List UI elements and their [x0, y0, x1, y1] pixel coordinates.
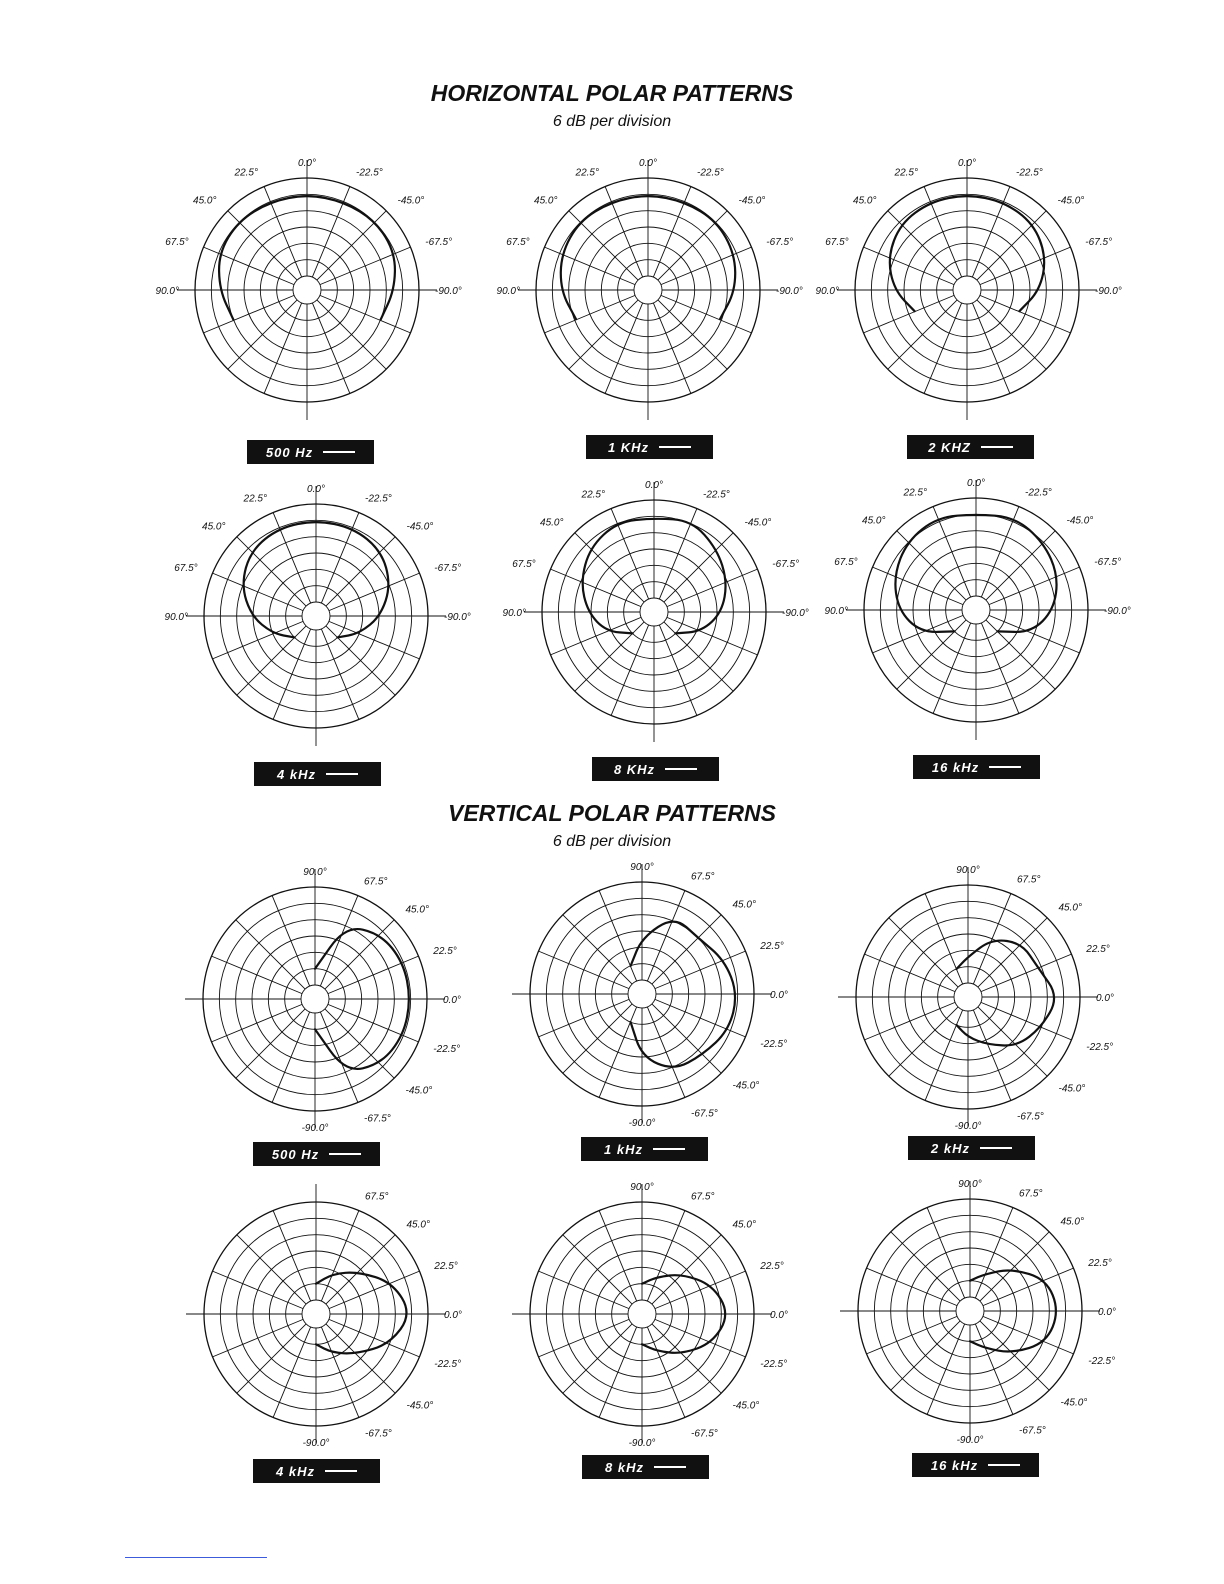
- angle-label: -45.0°: [397, 195, 425, 207]
- angle-label: 90.0°: [164, 612, 188, 623]
- polar-spoke: [978, 918, 1047, 987]
- polar-chart-horizontal-4khz: [164, 466, 471, 766]
- angle-label: -90.0°: [628, 1438, 656, 1449]
- polar-spoke: [212, 1004, 303, 1042]
- legend-swatch: [653, 1148, 685, 1150]
- polar-spoke: [273, 629, 311, 720]
- angle-label: -90.0°: [782, 608, 809, 619]
- angle-label: -22.5°: [697, 167, 724, 179]
- angle-label: 45.0°: [193, 195, 217, 207]
- angle-label: 22.5°: [1088, 1258, 1112, 1269]
- legend-label: 4 kHz: [277, 766, 316, 782]
- angle-label: -45.0°: [738, 195, 766, 207]
- polar-spoke: [658, 211, 727, 280]
- angle-label: 0.0°: [307, 484, 325, 495]
- angle-label: -90.0°: [954, 1121, 982, 1132]
- angle-label: 90.0°: [630, 862, 654, 873]
- polar-spoke: [652, 1324, 721, 1393]
- polar-spoke: [661, 295, 752, 333]
- angle-label: 45.0°: [853, 195, 877, 207]
- angle-label: 90.0°: [303, 867, 327, 878]
- polar-chart-horizontal-2khz: [815, 140, 1122, 440]
- polar-spoke: [563, 915, 632, 984]
- angle-label: 0.0°: [645, 480, 663, 491]
- angle-label: 22.5°: [434, 1261, 458, 1272]
- legend-horizontal-2khz: [907, 435, 1034, 459]
- polar-spoke: [213, 1271, 304, 1309]
- polar-spoke: [212, 956, 303, 994]
- legend-horizontal-4khz: [254, 762, 381, 786]
- polar-spoke: [973, 894, 1011, 985]
- angle-label: -67.5°: [1019, 1425, 1046, 1437]
- legend-swatch: [981, 446, 1013, 448]
- polar-spoke: [237, 626, 306, 695]
- horizontal-title: HORIZONTAL POLAR PATTERNS: [430, 80, 794, 106]
- polar-spoke: [980, 1232, 1049, 1301]
- angle-label: 67.5°: [512, 559, 536, 570]
- polar-spoke: [647, 891, 685, 982]
- legend-swatch: [989, 766, 1021, 768]
- polar-spoke: [204, 247, 295, 285]
- polar-spoke: [329, 573, 420, 611]
- angle-label: 67.5°: [174, 563, 198, 574]
- angle-label: -90.0°: [301, 1123, 329, 1134]
- angle-label: 45.0°: [1058, 902, 1082, 914]
- polar-spoke: [647, 1007, 685, 1098]
- polar-spoke: [927, 1324, 965, 1415]
- polar-spoke: [237, 1235, 306, 1304]
- polar-spoke: [272, 896, 310, 987]
- polar-spoke: [659, 509, 697, 600]
- footer-rule: [125, 1557, 267, 1558]
- polar-spoke: [551, 569, 642, 607]
- angle-label: -45.0°: [1060, 1397, 1088, 1409]
- angle-label: -67.5°: [364, 1113, 391, 1125]
- polar-ring: [962, 596, 990, 624]
- angle-label: 45.0°: [534, 195, 558, 207]
- angle-label: 67.5°: [165, 237, 189, 248]
- polar-spoke: [569, 211, 638, 280]
- polar-spoke: [653, 303, 691, 394]
- legend-vertical-2khz: [908, 1136, 1035, 1160]
- polar-ring: [634, 276, 662, 304]
- angle-label: 0.0°: [1098, 1307, 1116, 1318]
- angle-label: 0.0°: [1096, 993, 1114, 1004]
- polar-spoke: [889, 918, 958, 987]
- angle-label: 0.0°: [298, 158, 316, 169]
- polar-spoke: [539, 1319, 630, 1357]
- angle-label: 22.5°: [581, 489, 605, 501]
- angle-label: -22.5°: [760, 1039, 788, 1050]
- vertical-subtitle: 6 dB per division: [552, 833, 672, 850]
- polar-spoke: [236, 920, 305, 989]
- polar-chart-vertical-8khz: [492, 1164, 792, 1464]
- horizontal-subtitle: 6 dB per division: [552, 113, 672, 130]
- polar-spoke: [317, 300, 386, 369]
- angle-label: -22.5°: [356, 167, 383, 179]
- polar-spoke: [213, 621, 304, 659]
- angle-label: -90.0°: [956, 1435, 984, 1446]
- polar-spoke: [605, 303, 643, 394]
- legend-vertical-16khz: [912, 1453, 1039, 1477]
- polar-spoke: [867, 1316, 958, 1354]
- polar-spoke: [981, 1002, 1072, 1040]
- legend-swatch: [988, 1464, 1020, 1466]
- angle-label: -22.5°: [760, 1359, 788, 1370]
- polar-spoke: [652, 1235, 721, 1304]
- polar-chart-horizontal-1khz: [496, 140, 803, 440]
- legend-label: 8 kHz: [605, 1459, 644, 1475]
- polar-ring: [628, 980, 656, 1008]
- polar-spoke: [889, 1007, 958, 1076]
- polar-spoke: [977, 211, 1046, 280]
- polar-spoke: [321, 629, 359, 720]
- polar-spoke: [873, 567, 964, 605]
- legend-label: 16 kHz: [931, 759, 980, 775]
- legend-label: 500 Hz: [265, 444, 314, 460]
- legend-label: 2 kHz: [931, 1140, 970, 1156]
- polar-spoke: [563, 1004, 632, 1073]
- legend-swatch: [654, 1466, 686, 1468]
- polar-spoke: [864, 295, 955, 333]
- angle-label: 45.0°: [406, 1219, 430, 1231]
- polar-ring: [628, 1300, 656, 1328]
- angle-label: 45.0°: [862, 515, 886, 527]
- polar-spoke: [989, 615, 1080, 653]
- polar-spoke: [237, 537, 306, 606]
- polar-spoke: [888, 211, 957, 280]
- polar-spoke: [667, 569, 758, 607]
- polar-spoke: [326, 626, 395, 695]
- polar-spoke: [933, 623, 971, 714]
- angle-label: -67.5°: [1094, 557, 1122, 568]
- angle-label: 22.5°: [433, 946, 457, 957]
- polar-chart-horizontal-500hz: [155, 140, 462, 440]
- angle-label: 90.0°: [155, 286, 179, 297]
- angle-label: -22.5°: [365, 493, 392, 505]
- polar-spoke: [986, 620, 1055, 689]
- legend-swatch: [323, 451, 355, 453]
- angle-label: -90.0°: [435, 286, 462, 297]
- polar-spoke: [925, 1010, 963, 1101]
- angle-label: 90.0°: [630, 1182, 654, 1193]
- legend-horizontal-8khz: [592, 757, 719, 781]
- angle-label: 22.5°: [760, 1261, 784, 1272]
- legend-vertical-8khz: [582, 1455, 709, 1479]
- angle-label: 67.5°: [365, 1191, 389, 1203]
- polar-spoke: [321, 1211, 359, 1302]
- polar-spoke: [320, 1012, 358, 1103]
- angle-label: -90.0°: [1104, 606, 1131, 617]
- legend-label: 1 KHz: [607, 439, 650, 455]
- polar-spoke: [655, 1271, 746, 1309]
- polar-chart-vertical-500hz: [165, 849, 465, 1149]
- polar-spoke: [545, 295, 636, 333]
- polar-spoke: [545, 247, 636, 285]
- angle-label: -67.5°: [691, 1108, 718, 1120]
- polar-spoke: [599, 1327, 637, 1418]
- angle-label: 45.0°: [732, 899, 756, 911]
- polar-spoke: [888, 300, 957, 369]
- polar-spoke: [664, 622, 733, 691]
- legend-swatch: [665, 768, 697, 770]
- angle-label: 90.0°: [824, 606, 848, 617]
- angle-label: -45.0°: [1057, 195, 1085, 207]
- polar-spoke: [611, 625, 649, 716]
- polar-spoke: [867, 1268, 958, 1306]
- angle-label: -67.5°: [434, 563, 462, 574]
- angle-label: -67.5°: [691, 1428, 718, 1440]
- angle-label: -45.0°: [744, 517, 772, 529]
- polar-spoke: [972, 303, 1010, 394]
- angle-label: 90.0°: [496, 286, 520, 297]
- vertical-title: VERTICAL POLAR PATTERNS: [448, 800, 776, 826]
- legend-label: 4 kHz: [276, 1463, 315, 1479]
- angle-label: -90.0°: [628, 1118, 656, 1129]
- polar-spoke: [273, 1211, 311, 1302]
- polar-spoke: [865, 1002, 956, 1040]
- legend-horizontal-500hz: [247, 440, 374, 464]
- angle-label: 0.0°: [443, 995, 461, 1006]
- polar-ring: [956, 1297, 984, 1325]
- polar-ring: [640, 598, 668, 626]
- angle-label: -22.5°: [1016, 167, 1043, 179]
- polar-spoke: [977, 300, 1046, 369]
- polar-spoke: [925, 894, 963, 985]
- angle-label: 22.5°: [243, 493, 267, 505]
- polar-spoke: [563, 1324, 632, 1393]
- angle-label: -45.0°: [406, 521, 434, 533]
- angle-label: 67.5°: [691, 1191, 715, 1203]
- angle-label: 0.0°: [770, 1310, 788, 1321]
- legend-label: 8 KHz: [613, 761, 656, 777]
- angle-label: 67.5°: [834, 557, 858, 568]
- polar-spoke: [973, 1010, 1011, 1101]
- polar-spoke: [927, 1208, 965, 1299]
- angle-label: 22.5°: [575, 167, 599, 179]
- angle-label: -67.5°: [1085, 237, 1113, 248]
- polar-spoke: [891, 1232, 960, 1301]
- polar-chart-vertical-2khz: [818, 847, 1118, 1147]
- angle-label: 67.5°: [1019, 1188, 1043, 1200]
- polar-chart-vertical-16khz: [820, 1161, 1120, 1461]
- polar-spoke: [326, 1235, 395, 1304]
- angle-label: -45.0°: [732, 1400, 760, 1412]
- polar-spoke: [647, 1211, 685, 1302]
- angle-label: 67.5°: [1017, 874, 1041, 886]
- polar-spoke: [321, 1327, 359, 1418]
- polar-spoke: [599, 1007, 637, 1098]
- polar-spoke: [236, 1009, 305, 1078]
- legend-swatch: [659, 446, 691, 448]
- polar-ring: [302, 602, 330, 630]
- polar-spoke: [897, 531, 966, 600]
- angle-label: 22.5°: [894, 167, 918, 179]
- polar-spoke: [611, 509, 649, 600]
- angle-label: -22.5°: [1025, 487, 1052, 499]
- angle-label: -45.0°: [1066, 515, 1094, 527]
- angle-label: -22.5°: [1086, 1042, 1114, 1053]
- angle-label: -67.5°: [425, 237, 453, 248]
- polar-spoke: [329, 621, 420, 659]
- polar-spoke: [873, 615, 964, 653]
- angle-label: 67.5°: [364, 876, 388, 888]
- polar-spoke: [661, 247, 752, 285]
- polar-spoke: [273, 1327, 311, 1418]
- polar-spoke: [228, 211, 297, 280]
- polar-spoke: [655, 1319, 746, 1357]
- angle-label: 22.5°: [234, 167, 258, 179]
- polar-spoke: [569, 300, 638, 369]
- legend-vertical-1khz: [581, 1137, 708, 1161]
- polar-spoke: [599, 1211, 637, 1302]
- polar-spoke: [647, 1327, 685, 1418]
- angle-label: -90.0°: [776, 286, 803, 297]
- angle-label: -45.0°: [405, 1085, 433, 1097]
- polar-spoke: [326, 1324, 395, 1393]
- polar-spoke: [539, 951, 630, 989]
- angle-label: 67.5°: [691, 871, 715, 883]
- legend-label: 2 KHZ: [928, 439, 971, 455]
- polar-spoke: [237, 1324, 306, 1393]
- polar-spoke: [891, 1321, 960, 1390]
- polar-spoke: [575, 622, 644, 691]
- polar-ring: [953, 276, 981, 304]
- polar-spoke: [551, 617, 642, 655]
- polar-spoke: [320, 247, 411, 285]
- angle-label: -67.5°: [365, 1428, 392, 1440]
- polar-spoke: [320, 896, 358, 987]
- polar-spoke: [980, 1321, 1049, 1390]
- angle-label: -22.5°: [1088, 1356, 1116, 1367]
- polar-spoke: [272, 1012, 310, 1103]
- polar-spoke: [924, 303, 962, 394]
- legend-label: 16 kHz: [930, 1457, 979, 1473]
- polar-spoke: [326, 537, 395, 606]
- polar-chart-horizontal-8khz: [502, 462, 809, 762]
- angle-label: 22.5°: [903, 487, 927, 499]
- polar-ring: [954, 983, 982, 1011]
- angle-label: 0.0°: [770, 990, 788, 1001]
- polar-spoke: [312, 303, 350, 394]
- angle-label: 0.0°: [444, 1310, 462, 1321]
- polar-spoke: [897, 620, 966, 689]
- polar-spoke: [539, 999, 630, 1037]
- polar-chart-horizontal-16khz: [824, 460, 1131, 760]
- polar-chart-vertical-4khz: [166, 1164, 466, 1464]
- angle-label: 45.0°: [540, 517, 564, 529]
- angle-label: -45.0°: [732, 1080, 760, 1092]
- polar-spoke: [659, 625, 697, 716]
- polar-spoke: [975, 1324, 1013, 1415]
- polar-spoke: [599, 891, 637, 982]
- angle-label: -67.5°: [766, 237, 794, 248]
- angle-label: 90.0°: [815, 286, 839, 297]
- angle-label: 22.5°: [760, 941, 784, 952]
- polar-spoke: [329, 1319, 420, 1357]
- angle-label: 90.0°: [502, 608, 526, 619]
- angle-label: -22.5°: [703, 489, 730, 501]
- polar-chart-vertical-1khz: [492, 844, 792, 1144]
- angle-label: 0.0°: [958, 158, 976, 169]
- angle-label: 45.0°: [202, 521, 226, 533]
- legend-horizontal-16khz: [913, 755, 1040, 779]
- angle-label: -45.0°: [1058, 1083, 1086, 1095]
- angle-label: -45.0°: [406, 1400, 434, 1412]
- angle-label: 67.5°: [506, 237, 530, 248]
- angle-label: 45.0°: [405, 904, 429, 916]
- polar-spoke: [864, 247, 955, 285]
- polar-ring: [293, 276, 321, 304]
- polar-ring: [302, 1300, 330, 1328]
- legend-swatch: [325, 1470, 357, 1472]
- angle-label: 45.0°: [1060, 1216, 1084, 1228]
- angle-label: -67.5°: [772, 559, 800, 570]
- polar-spoke: [204, 295, 295, 333]
- polar-spoke: [539, 1271, 630, 1309]
- polar-spoke: [658, 300, 727, 369]
- polar-spoke: [989, 567, 1080, 605]
- legend-label: 500 Hz: [271, 1146, 320, 1162]
- legend-vertical-4khz: [253, 1459, 380, 1483]
- polar-spoke: [981, 954, 1072, 992]
- angle-label: 22.5°: [1086, 944, 1110, 955]
- polar-spoke: [975, 1208, 1013, 1299]
- legend-label: 1 kHz: [604, 1141, 643, 1157]
- angle-label: -22.5°: [433, 1044, 461, 1055]
- legend-vertical-500hz: [253, 1142, 380, 1166]
- angle-label: 0.0°: [639, 158, 657, 169]
- angle-label: -22.5°: [434, 1359, 462, 1370]
- angle-label: -90.0°: [444, 612, 471, 623]
- polar-spoke: [865, 954, 956, 992]
- polar-spoke: [563, 1235, 632, 1304]
- polar-spoke: [667, 617, 758, 655]
- polar-spoke: [317, 211, 386, 280]
- polar-ring: [301, 985, 329, 1013]
- angle-label: -90.0°: [1095, 286, 1122, 297]
- angle-label: 0.0°: [967, 478, 985, 489]
- angle-label: -67.5°: [1017, 1111, 1044, 1123]
- polar-spoke: [228, 300, 297, 369]
- legend-swatch: [326, 773, 358, 775]
- legend-swatch: [329, 1153, 361, 1155]
- polar-spoke: [213, 573, 304, 611]
- angle-label: 90.0°: [956, 865, 980, 876]
- polar-spoke: [980, 247, 1071, 285]
- polar-spoke: [320, 295, 411, 333]
- angle-label: 45.0°: [732, 1219, 756, 1231]
- polar-spoke: [978, 1007, 1047, 1076]
- angle-label: -90.0°: [302, 1438, 330, 1449]
- polar-spoke: [213, 1319, 304, 1357]
- angle-label: 67.5°: [825, 237, 849, 248]
- legend-horizontal-1khz: [586, 435, 713, 459]
- legend-swatch: [980, 1147, 1012, 1149]
- polar-spoke: [986, 531, 1055, 600]
- polar-spoke: [980, 295, 1071, 333]
- angle-label: 90.0°: [958, 1179, 982, 1190]
- polar-spoke: [264, 303, 302, 394]
- polar-spoke: [981, 623, 1019, 714]
